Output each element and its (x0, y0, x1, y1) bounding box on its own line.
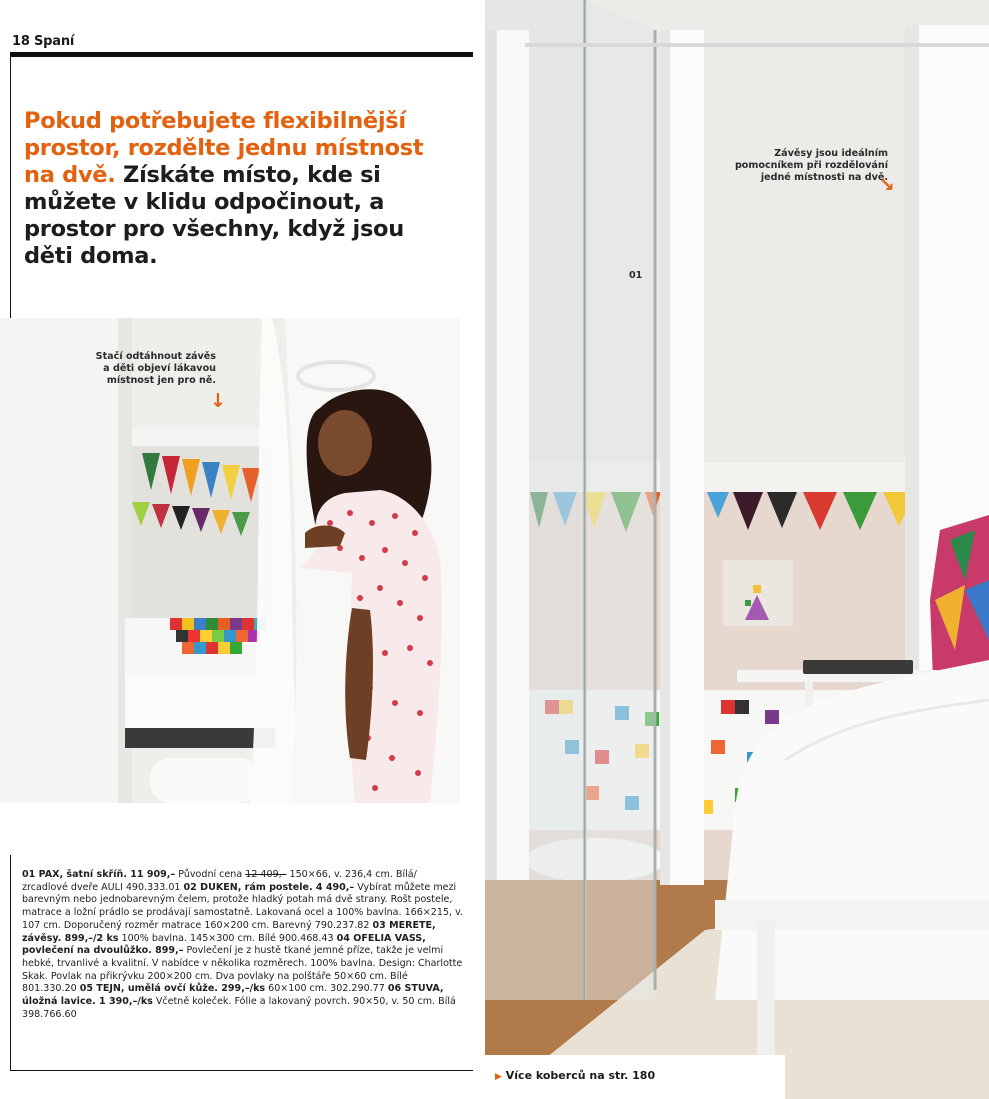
headline-orange: Pokud potřebujete flexibilnější prostor, rozdělte jednu místnost na dvě. (24, 108, 424, 188)
callout-arrow-icon-2: ↓ (874, 171, 902, 199)
callout-arrow-icon: ↓ (210, 390, 226, 412)
product-01-name: 01 PAX, šatní skříň. 11 909,– (22, 869, 176, 880)
cross-reference-text: Více koberců na str. 180 (505, 1069, 656, 1082)
photo1-callout: Stačí odtáhnout závěs a děti objeví lákavou místnost jen pro ně. (95, 351, 216, 386)
left-column (0, 0, 485, 1099)
product-02-name: 02 DUKEN, rám postele. 4 490,– (183, 881, 355, 893)
left-border-bottom (10, 855, 11, 1070)
header-rule (10, 52, 473, 57)
original-price: 12 409,– (245, 869, 287, 880)
product-05-name: 05 TEJN, umělá ovčí kůže. 299,–/ks (79, 983, 266, 995)
item-label-01: 01 (629, 270, 643, 281)
girl-curtain-photo (0, 318, 460, 803)
left-border-top (10, 57, 11, 357)
product-06-name: 06 STUVA, úložná lavice. 1 390,–/ks (22, 983, 444, 1008)
headline (24, 108, 454, 270)
product-04-name: 04 OFELIA VASS, povlečení na dvoulůžko. 899,– (22, 932, 426, 957)
bottom-rule (10, 1070, 473, 1071)
headline-black: Získáte místo, kde si můžete v klidu odpočinout, a prostor pro všechny, když jsou děti doma. (24, 162, 404, 269)
product-03-name: 03 MERETE, závěsy. 899,–/2 ks (22, 919, 436, 944)
page-header: 18 Spaní (12, 34, 75, 49)
triangle-right-icon: ▶ (495, 1072, 502, 1082)
photo2-callout: Závěsy jsou ideálním pomocníkem při rozdělování jedné místnosti na dvě. (734, 148, 888, 183)
cross-reference[interactable] (495, 1069, 655, 1082)
product-descriptions: 01 PAX, šatní skříň. 11 909,– Původní cena 12 409,– 150×66, v. 236,4 cm. Bílá/ zrcadlové dveře AULI 490.333.01 02 DUKEN, rám postele. 4 490,– Vybírat můžete mezi barevným nebo jednobarevným čelem, protože hladký potah má dvě strany. Rošt postele, matrace a ložní prádlo se prodávají samostatně. Lakovaná ocel a 100% bavlna. 166×215, v. 107 cm. Doporučený rozměr matrace 160×200 cm. Barevný 790.237.82 03 MERETE, závěsy. 899,–/2 ks 100% bavlna. 145×300 cm. Bílé 900.468.43 04 OFELIA VASS, povlečení na dvoulůžko. 899,– Povlečení je z hustě tkané jemné příze, takže je velmi hebké, trvanlivé a kvalitní. V nabídce v několika rozměrech. 100% bavlna. Design: Charlotte Skak. Povlak na přikrývku 200×200 cm. Dva povlaky na polštáře 50×60 cm. Bílé 801.330.20 05 TEJN, umělá ovčí kůže. 299,–/ks 60×100 cm. 302.290.77 06 STUVA, úložná lavice. 1 390,–/ks Včetně koleček. Fólie a lakovaný povrch. 90×50, v. 50 cm. Bílá 398.766.60 (22, 869, 464, 1020)
